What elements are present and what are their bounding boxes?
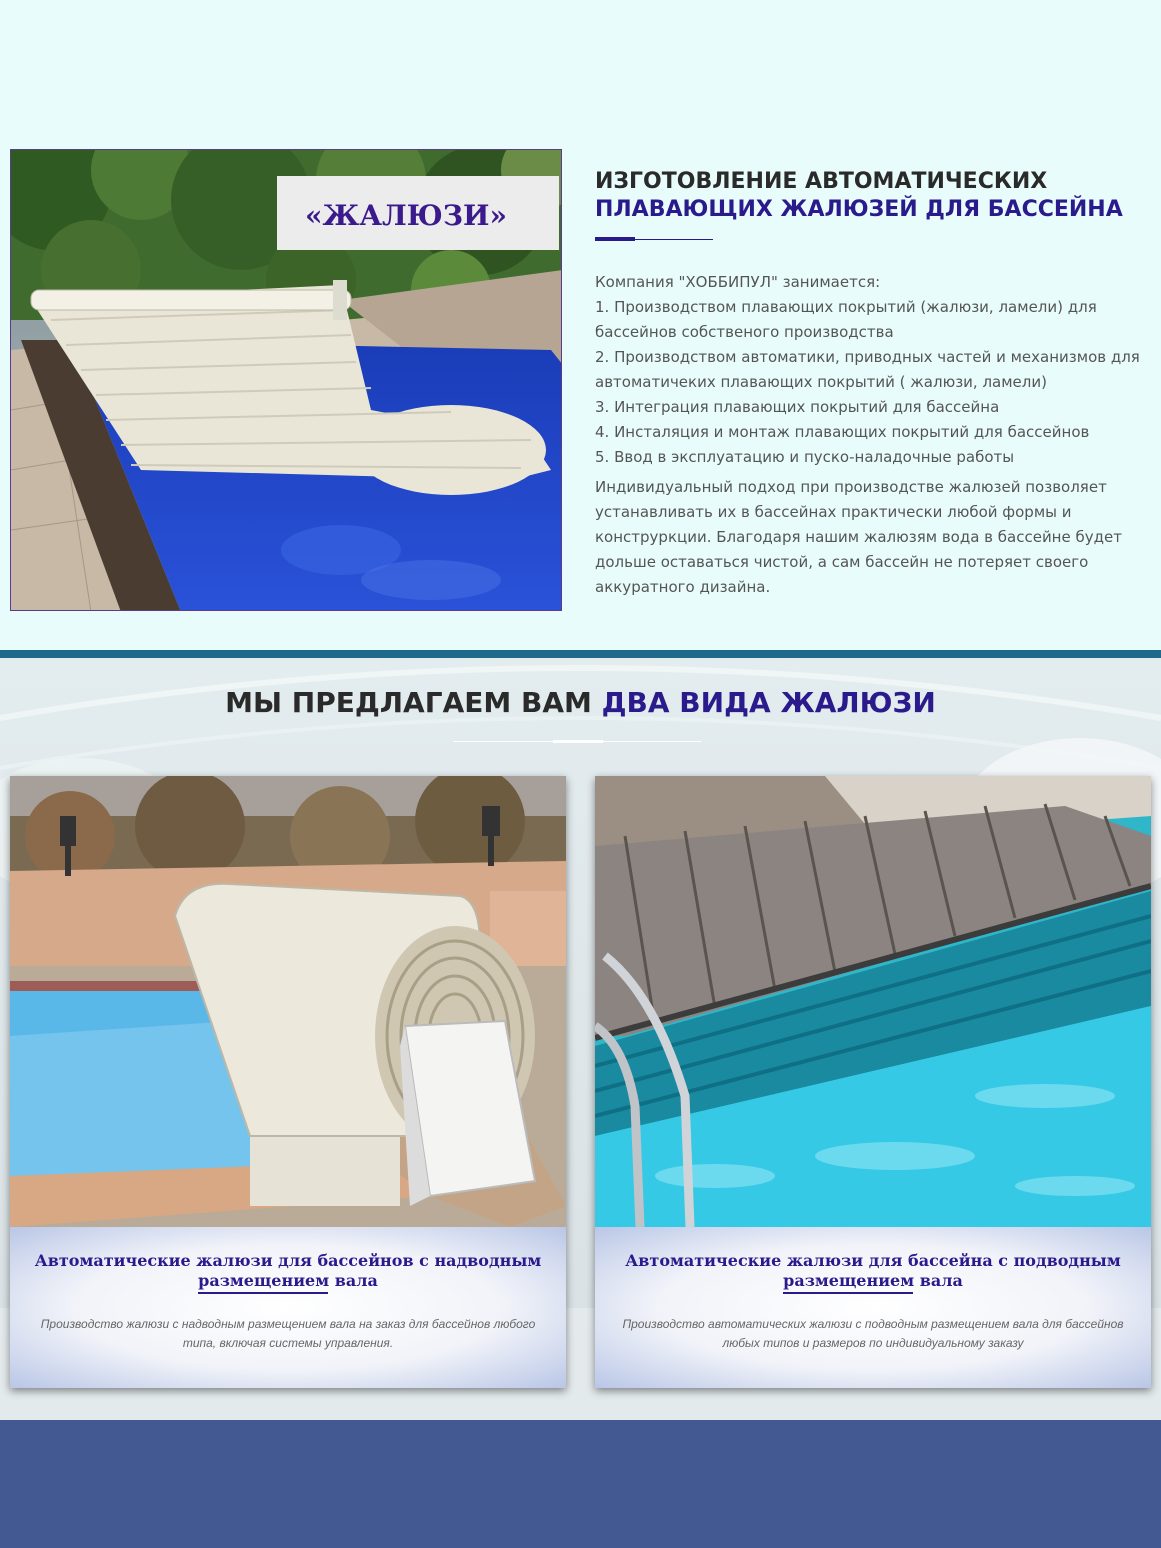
card-title-line2: размещением вала xyxy=(783,1271,963,1290)
card-description: Производство автоматических жалюзи с подводным размещением вала для бассейнов любых типов и размеров по индивидуальному заказу xyxy=(622,1317,1124,1350)
offer-heading-part1: МЫ ПРЕДЛАГАЕМ ВАМ xyxy=(225,686,592,719)
intro-item: 5. Ввод в эксплуатацию и пуско-наладочные работы xyxy=(595,448,1015,466)
card-title-line1: Автоматические жалюзи для бассейнов с надводным xyxy=(34,1251,542,1270)
card-title[interactable] xyxy=(20,1251,556,1291)
product-badge: «ЖАЛЮЗИ» xyxy=(277,176,559,250)
heading-underline xyxy=(595,237,713,242)
product-card-underwater[interactable] xyxy=(595,776,1151,1388)
card-title-line1: Автоматические жалюзи для бассейна с подводным xyxy=(625,1251,1121,1270)
intro-lead: Компания "ХОББИПУЛ" занимается: xyxy=(595,273,881,291)
card-title-line2: размещением вала xyxy=(198,1271,378,1290)
intro-heading-line1: ИЗГОТОВЛЕНИЕ АВТОМАТИЧЕСКИХ xyxy=(595,169,1048,194)
intro-paragraph: Индивидуальный подход при производстве жалюзей позволяет устанавливать их в бассейнах практически любой формы и конструркции. Благодаря нашим жалюзям вода в бассейне будет дольше оставаться чистой, а сам бассейн не потеряет своего аккуратного дизайна. xyxy=(595,478,1122,596)
card-description: Производство жалюзи с надводным размещением вала на заказ для бассейнов любого типа, включая системы управления. xyxy=(40,1317,536,1350)
offer-heading-underline xyxy=(453,740,701,743)
intro-section xyxy=(0,0,1161,650)
card-title-underline xyxy=(783,1292,913,1294)
intro-item: 3. Интеграция плавающих покрытий для бассейна xyxy=(595,398,1000,416)
underwater-cover-photo xyxy=(595,776,1151,1227)
above-water-cover-photo xyxy=(10,776,566,1227)
footer-band xyxy=(0,1420,1161,1548)
intro-item: 4. Инсталяция и монтаж плавающих покрытий для бассейнов xyxy=(595,423,1090,441)
intro-heading xyxy=(595,168,1155,224)
card-caption xyxy=(595,1227,1151,1388)
card-caption xyxy=(10,1227,566,1388)
offer-heading xyxy=(0,686,1161,719)
intro-item: 2. Производством автоматики, приводных частей и механизмов для автоматичеких плавающих покрытий ( жалюзи, ламели) xyxy=(595,348,1140,391)
intro-item: 1. Производством плавающих покрытий (жалюзи, ламели) для бассейнов собственого производства xyxy=(595,298,1097,341)
card-title[interactable] xyxy=(605,1251,1141,1291)
card-title-underline xyxy=(198,1292,328,1294)
offer-heading-part2: ДВА ВИДА ЖАЛЮЗИ xyxy=(601,686,936,719)
intro-text xyxy=(595,270,1145,600)
intro-heading-line2: ПЛАВАЮЩИХ ЖАЛЮЗЕЙ ДЛЯ БАССЕЙНА xyxy=(595,197,1123,222)
product-card-above-water[interactable] xyxy=(10,776,566,1388)
